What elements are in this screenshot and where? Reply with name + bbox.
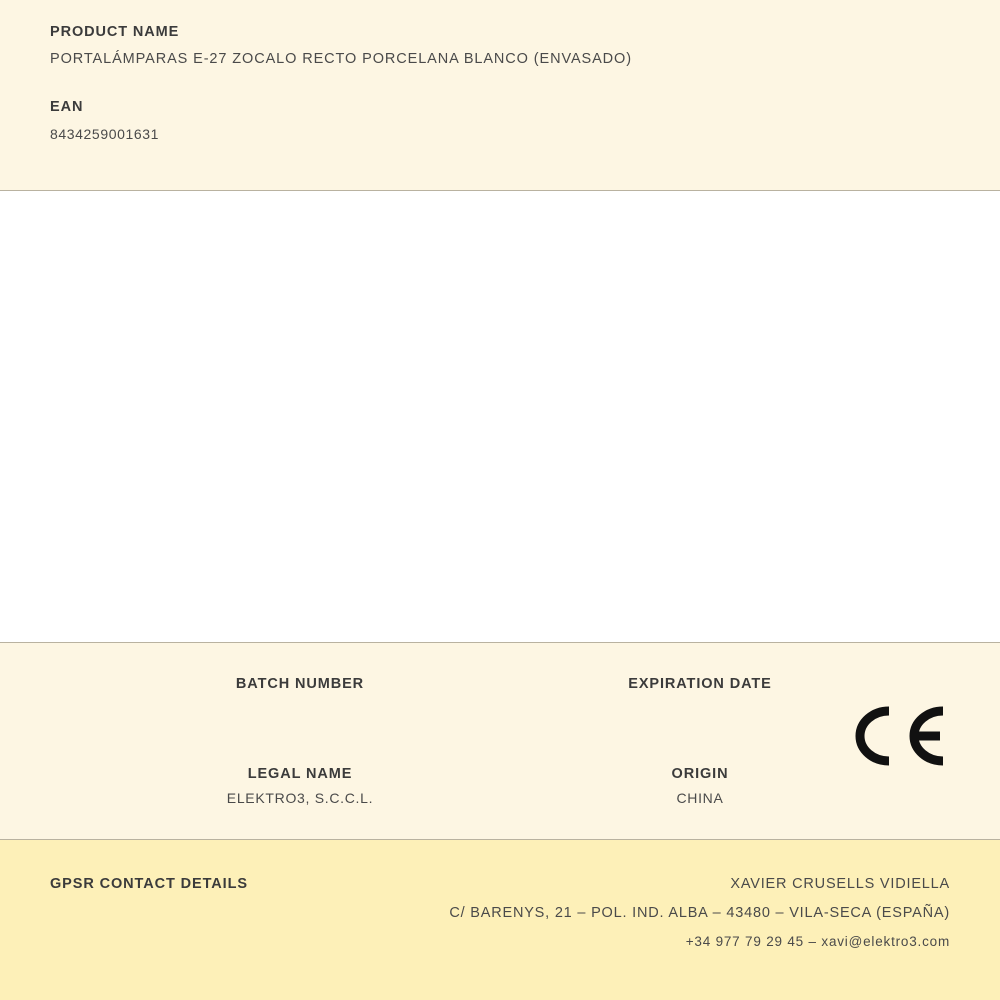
ean-group xyxy=(50,99,950,142)
product-name-group xyxy=(50,24,950,67)
ce-marking-icon xyxy=(855,705,947,767)
product-image-area xyxy=(0,191,1000,642)
gpsr-contact-label: GPSR CONTACT DETAILS xyxy=(50,876,248,892)
batch-number-label: BATCH NUMBER xyxy=(235,676,365,692)
batch-number-group xyxy=(150,676,450,700)
expiration-date-label: EXPIRATION DATE xyxy=(628,676,772,692)
ean-label: EAN xyxy=(50,99,84,115)
gpsr-footer xyxy=(0,840,1000,1000)
gpsr-contact-address: C/ BARENYS, 21 – POL. IND. ALBA – 43480 – VILA-SECA (ESPAÑA) xyxy=(449,905,950,921)
origin-label: ORIGIN xyxy=(671,766,729,782)
gpsr-contact-phone-email: +34 977 79 29 45 – xavi@elektro3.com xyxy=(685,934,950,949)
product-header-block xyxy=(0,0,1000,191)
product-info-block xyxy=(0,642,1000,840)
gpsr-contact-details xyxy=(449,876,950,949)
legal-name-group xyxy=(150,766,450,806)
legal-name-label: LEGAL NAME xyxy=(247,766,353,782)
origin-value: CHINA xyxy=(676,790,724,806)
origin-group xyxy=(550,766,850,806)
gpsr-contact-person: XAVIER CRUSELLS VIDIELLA xyxy=(730,876,950,892)
ean-value: 8434259001631 xyxy=(50,126,160,142)
product-name-value: PORTALÁMPARAS E-27 ZOCALO RECTO PORCELANA BLANCO (ENVASADO) xyxy=(50,51,632,67)
legal-name-value: ELEKTRO3, S.C.C.L. xyxy=(226,790,374,806)
expiration-date-group xyxy=(550,676,850,700)
product-name-label: PRODUCT NAME xyxy=(50,24,180,40)
